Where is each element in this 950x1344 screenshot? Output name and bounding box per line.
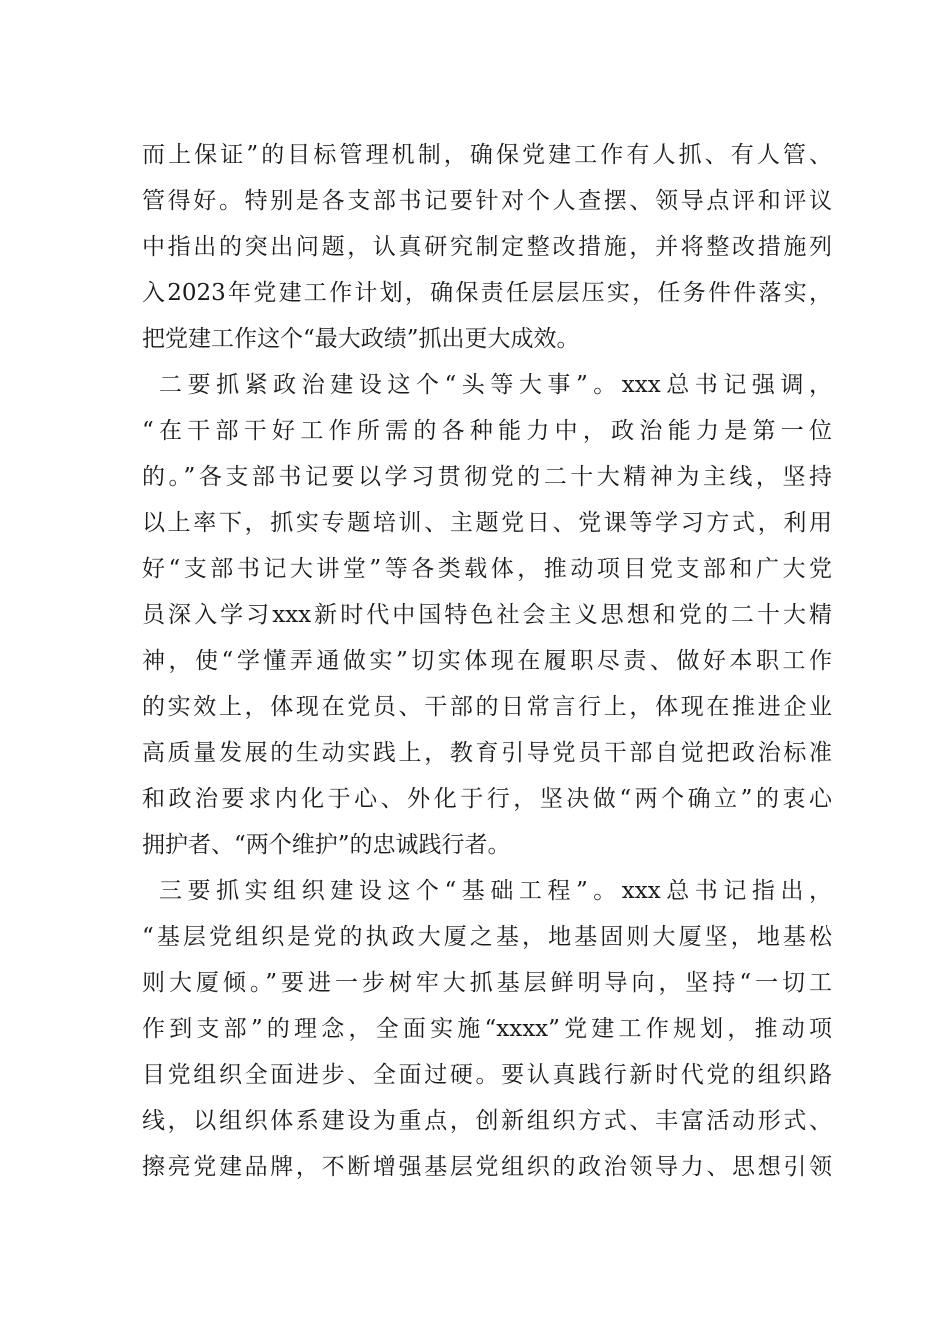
text-line: 把党建工作这个“最大政绩”抓出更大成效。 <box>142 326 580 352</box>
text-line: 好“支部书记大讲堂”等各类载体，推动项目党支部和广大党 <box>142 556 832 582</box>
text-line: 拥护者、“两个维护”的忠诚践行者。 <box>142 832 511 858</box>
text-line: 管得好。特别是各支部书记要针对个人查摆、领导点评和评议 <box>142 188 832 214</box>
text-line: 以上率下，抓实专题培训、主题党日、党课等学习方式，利用 <box>142 510 832 536</box>
text-line: 线，以组织体系建设为重点，创新组织方式、丰富活动形式、 <box>142 1108 832 1134</box>
text-line: 作到支部”的理念，全面实施“xxxx”党建工作规划，推动项 <box>142 1016 832 1042</box>
document-body <box>142 132 832 1190</box>
text-line: 目党组织全面进步、全面过硬。要认真践行新时代党的组织路 <box>142 1062 832 1088</box>
text-line: 擦亮党建品牌，不断增强基层党组织的政治领导力、思想引领 <box>142 1154 832 1180</box>
text-line: “在干部干好工作所需的各种能力中，政治能力是第一位 <box>142 418 832 444</box>
text-line: “基层党组织是党的执政大厦之基，地基固则大厦坚，地基松 <box>142 924 832 950</box>
text-line: 的。”各支部书记要以学习贯彻党的二十大精神为主线，坚持 <box>142 464 832 490</box>
text-line: 而上保证”的目标管理机制，确保党建工作有人抓、有人管、 <box>142 142 832 168</box>
paragraph-first-line: 三要抓实组织建设这个“基础工程”。xxx总书记指出， <box>159 878 832 904</box>
text-line: 员深入学习xxx新时代中国特色社会主义思想和党的二十大精 <box>142 602 832 628</box>
text-line: 的实效上，体现在党员、干部的日常言行上，体现在推进企业 <box>142 694 832 720</box>
text-line: 则大厦倾。”要进一步树牢大抓基层鲜明导向，坚持“一切工 <box>142 970 832 996</box>
text-line: 神，使“学懂弄通做实”切实体现在履职尽责、做好本职工作 <box>142 648 832 674</box>
text-line: 入2023年党建工作计划，确保责任层层压实，任务件件落实， <box>142 280 832 306</box>
text-line: 和政治要求内化于心、外化于行，坚决做“两个确立”的衷心 <box>142 786 832 812</box>
paragraph-first-line: 二要抓紧政治建设这个“头等大事”。xxx总书记强调， <box>159 372 832 398</box>
text-line: 中指出的突出问题，认真研究制定整改措施，并将整改措施列 <box>142 234 832 260</box>
text-line: 高质量发展的生动实践上，教育引导党员干部自觉把政治标准 <box>142 740 832 766</box>
